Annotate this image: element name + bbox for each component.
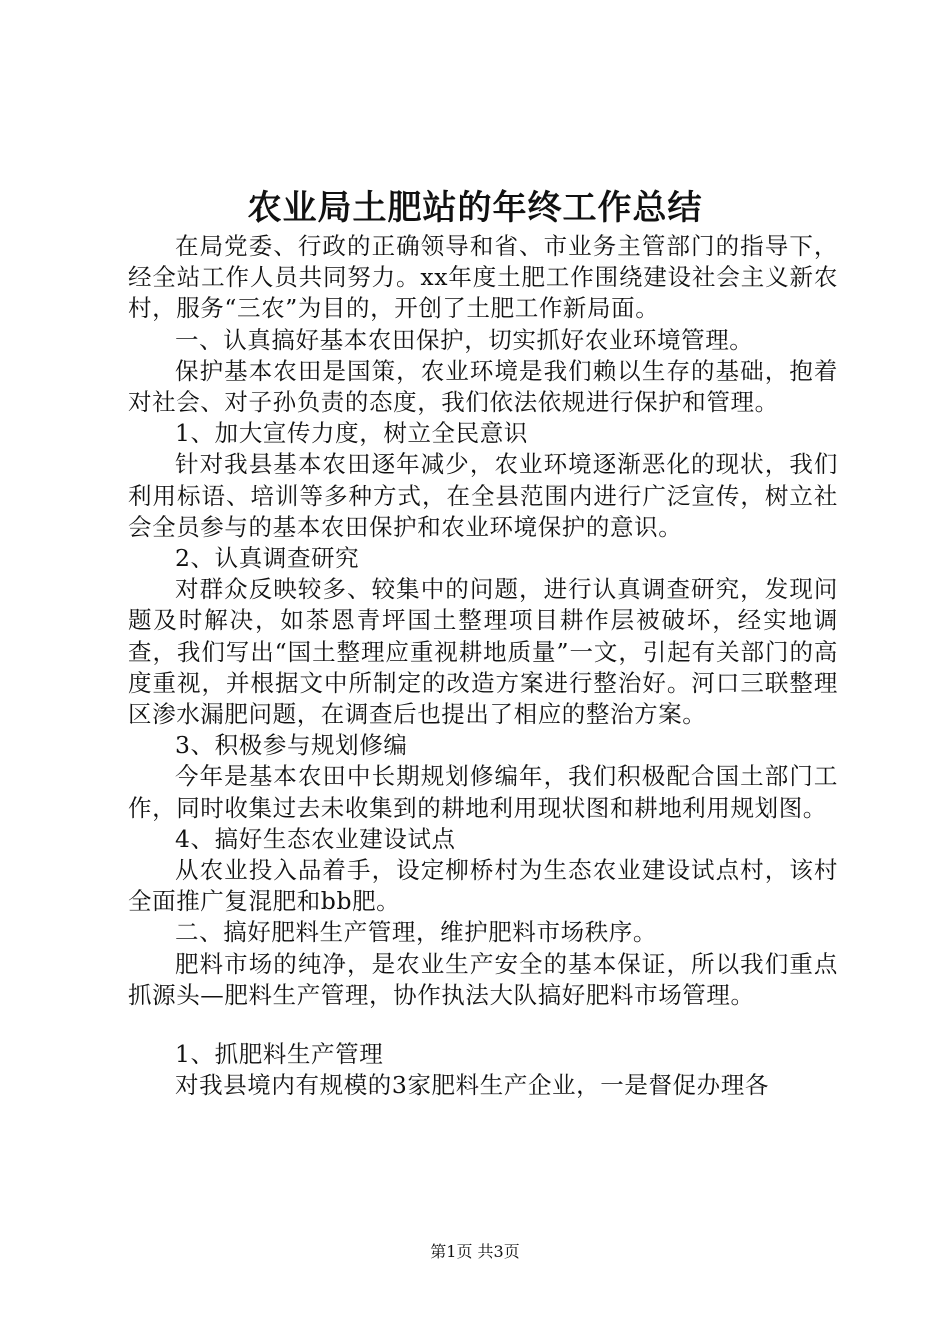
section-heading-1: 一、认真搞好基本农田保护，切实抓好农业环境管理。 — [175, 325, 754, 354]
subsection-heading: 3、积极参与规划修编 — [175, 731, 408, 760]
paragraph: 对我县境内有规模的3家肥料生产企业，一是督促办理各 — [175, 1071, 769, 1100]
paragraph: 对群众反映较多、较集中的问题，进行认真调查研究，发现问题及时解决，如茶恩青坪国土整理项目耕作层被破坏，经实地调查，我们写出“国土整理应重视耕地质量”一文，引起有关部门的高度重视，并根据文中所制定的改造方案进行整治好。河口三联整理区渗水漏肥问题，在调查后也提出了相应的整治方案。 — [128, 575, 838, 729]
document-body — [128, 231, 838, 1101]
paragraph: 今年是基本农田中长期规划修编年，我们积极配合国土部门工作，同时收集过去未收集到的耕地利用现状图和耕地利用规划图。 — [128, 762, 838, 822]
section-heading-2: 二、搞好肥料生产管理，维护肥料市场秩序。 — [175, 918, 657, 947]
document-title: 农业局土肥站的年终工作总结 — [247, 188, 703, 228]
paragraph-gap — [128, 1011, 838, 1039]
subsection-heading: 4、搞好生态农业建设试点 — [175, 824, 456, 853]
paragraph: 保护基本农田是国策，农业环境是我们赖以生存的基础，抱着对社会、对子孙负责的态度，我们依法依规进行保护和管理。 — [128, 356, 838, 417]
paragraph: 肥料市场的纯净，是农业生产安全的基本保证，所以我们重点抓源头—肥料生产管理，协作执法大队搞好肥料市场管理。 — [128, 949, 838, 1009]
paragraph: 针对我县基本农田逐年减少，农业环境逐渐恶化的现状，我们利用标语、培训等多种方式，在全县范围内进行广泛宣传，树立社会全员参与的基本农田保护和农业环境保护的意识。 — [128, 450, 838, 541]
paragraph-intro: 在局党委、行政的正确领导和省、市业务主管部门的指导下，经全站工作人员共同努力。xx年度土肥工作围绕建设社会主义新农村，服务“三农”为目的，开创了土肥工作新局面。 — [128, 232, 838, 323]
subsection-heading: 1、加大宣传力度，树立全民意识 — [175, 419, 528, 448]
subsection-heading: 2、认真调查研究 — [175, 544, 360, 573]
subsection-heading: 1、抓肥料生产管理 — [175, 1040, 384, 1069]
page-footer: 第1页 共3页 — [430, 1242, 520, 1261]
paragraph: 从农业投入品着手，设定柳桥村为生态农业建设试点村，该村全面推广复混肥和bb肥。 — [128, 856, 838, 916]
